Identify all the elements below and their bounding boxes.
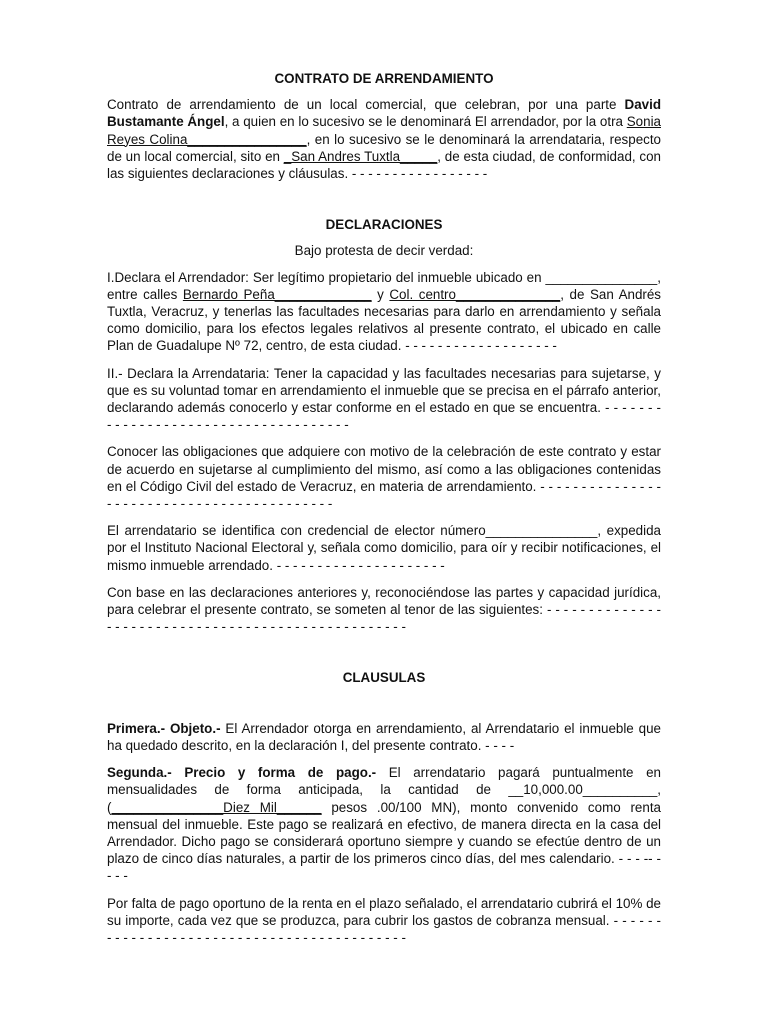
intro-text-1: Contrato de arrendamiento de un local comercial, que celebran, por una parte — [107, 97, 625, 113]
contract-title: CONTRATO DE ARRENDAMIENTO — [274, 71, 494, 86]
contract-page — [107, 70, 661, 946]
clause-2-text-1: El arrendatario pagará puntualmente en mensualidades de forma anticipada, la cantidad de __10,000.00__________, ( — [107, 765, 661, 815]
clausulas-heading: CLAUSULAS — [342, 670, 426, 686]
clause-2 — [107, 764, 661, 884]
clause-1 — [107, 720, 661, 754]
declaraciones-heading: DECLARACIONES — [325, 217, 443, 233]
address-blank: _______________ — [545, 269, 658, 285]
clause-1-label: Primera.- Objeto.- — [107, 720, 221, 736]
clause-1-text: El Arrendador otorga en arrendamiento, al Arrendatario el inmueble que ha quedado descrito, en la declaración I, del presente contrato. - - - - — [107, 720, 661, 753]
declaration-1 — [107, 269, 661, 355]
intro-text-3: , en lo sucesivo se le denominará la arrendataria, respecto de un local comercial, sito en — [107, 131, 662, 164]
street-1: Bernardo Peña_____________ — [182, 286, 372, 302]
declaraciones-subheading: Bajo protesta de decir verdad: — [294, 243, 474, 259]
declaration-3: Conocer las obligaciones que adquiere con motivo de la celebración de este contrato y estar de acuerdo en sujetarse al cumplimiento del mismo, así como a las obligaciones contenidas en el Código Civil del estado de Veracruz, en materia de arrendamiento. - - - - - - - - - - - - - - - - - - - - - - - - - - - - - - - - - - - - - - - - - - - — [107, 444, 661, 512]
property-location: _San Andres Tuxtla_____ — [283, 148, 438, 164]
street-2: Col. centro______________ — [389, 286, 561, 302]
declaration-1-text-3: y — [371, 286, 390, 302]
declaration-2: II.- Declara la Arrendataria: Tener la capacidad y las facultades necesarias para sujetarse, y que es su voluntad tomar en arrendamiento el inmueble que se precisa en el párrafo anterior, declarando además conocerlo y estar conforme en el estado en que se encuentra. - - - - - - - - - - - - - - - - - - - - - - - - - - - - - - - - - - - - - — [107, 365, 661, 433]
intro-text-4: , de esta ciudad, de conformidad, con las siguientes declaraciones y cláusulas. - - - - - - - - - - - - - - - - - — [107, 148, 661, 182]
intro-paragraph — [107, 96, 661, 182]
clause-2-text-2: pesos .00/100 MN), monto convenido como renta mensual del inmueble. Este pago se realizará en efectivo, de manera directa en la casa del Arrendador. Dicho pago se considerará oportuno siempre y cuando se efectúe dentro de un plazo de cinco días naturales, a partir de los primeros cinco días, del mes calendario. - - - -- - - - - — [107, 799, 661, 884]
declaration-1-text-2: , entre calles — [107, 269, 661, 302]
arrendataria-name: Sonia Reyes Colina________________ — [107, 114, 661, 147]
amount-in-words: _______________Diez Mil______ — [111, 799, 322, 815]
declaration-4: El arrendatario se identifica con credencial de elector número_______________, expedida por el Instituto Nacional Electoral y, señala como domicilio, para oír y recibir notificaciones, el mismo inmueble arrendado. - - - - - - - - - - - - - - - - - - - - - — [107, 523, 661, 573]
declaration-1-text-4: , de San Andrés Tuxtla, Veracruz, y tenerlas las facultades necesarias para darlo en arrendamiento y señala como domicilio, para los efectos legales relativos al presente contrato, el ubicado en calle Plan de Guadalupe Nº 72, centro, de esta ciudad. - - - - - - - - - - - - - - - - - - - — [107, 286, 662, 354]
clause-3: Por falta de pago oportuno de la renta en el plazo señalado, el arrendatario cubrirá el 10% de su importe, cada vez que se produzca, para cubrir los gastos de cobranza mensual. - - - - - - - - - - - - - - - - - - - - - - - - - - - - - - - - - - - - - - - - - - - — [107, 895, 661, 945]
arrendador-name: David Bustamante Ángel — [107, 97, 661, 130]
declaration-5: Con base en las declaraciones anteriores y, reconociéndose las partes y capacidad jurídica, para celebrar el presente contrato, se someten al tenor de las siguientes: - - - - - - - - - - - - - - - - - - - - - - - - - - - - - - - - - - - - - - - - - - - - - - - - - - - — [107, 584, 661, 635]
intro-text-2: , a quien en lo sucesivo se le denominará El arrendador, por la otra — [224, 114, 627, 130]
declaration-1-text-1: I.Declara el Arrendador: Ser legítimo propietario del inmueble ubicado en — [107, 269, 546, 285]
clause-2-label: Segunda.- Precio y forma de pago.- — [107, 765, 377, 781]
